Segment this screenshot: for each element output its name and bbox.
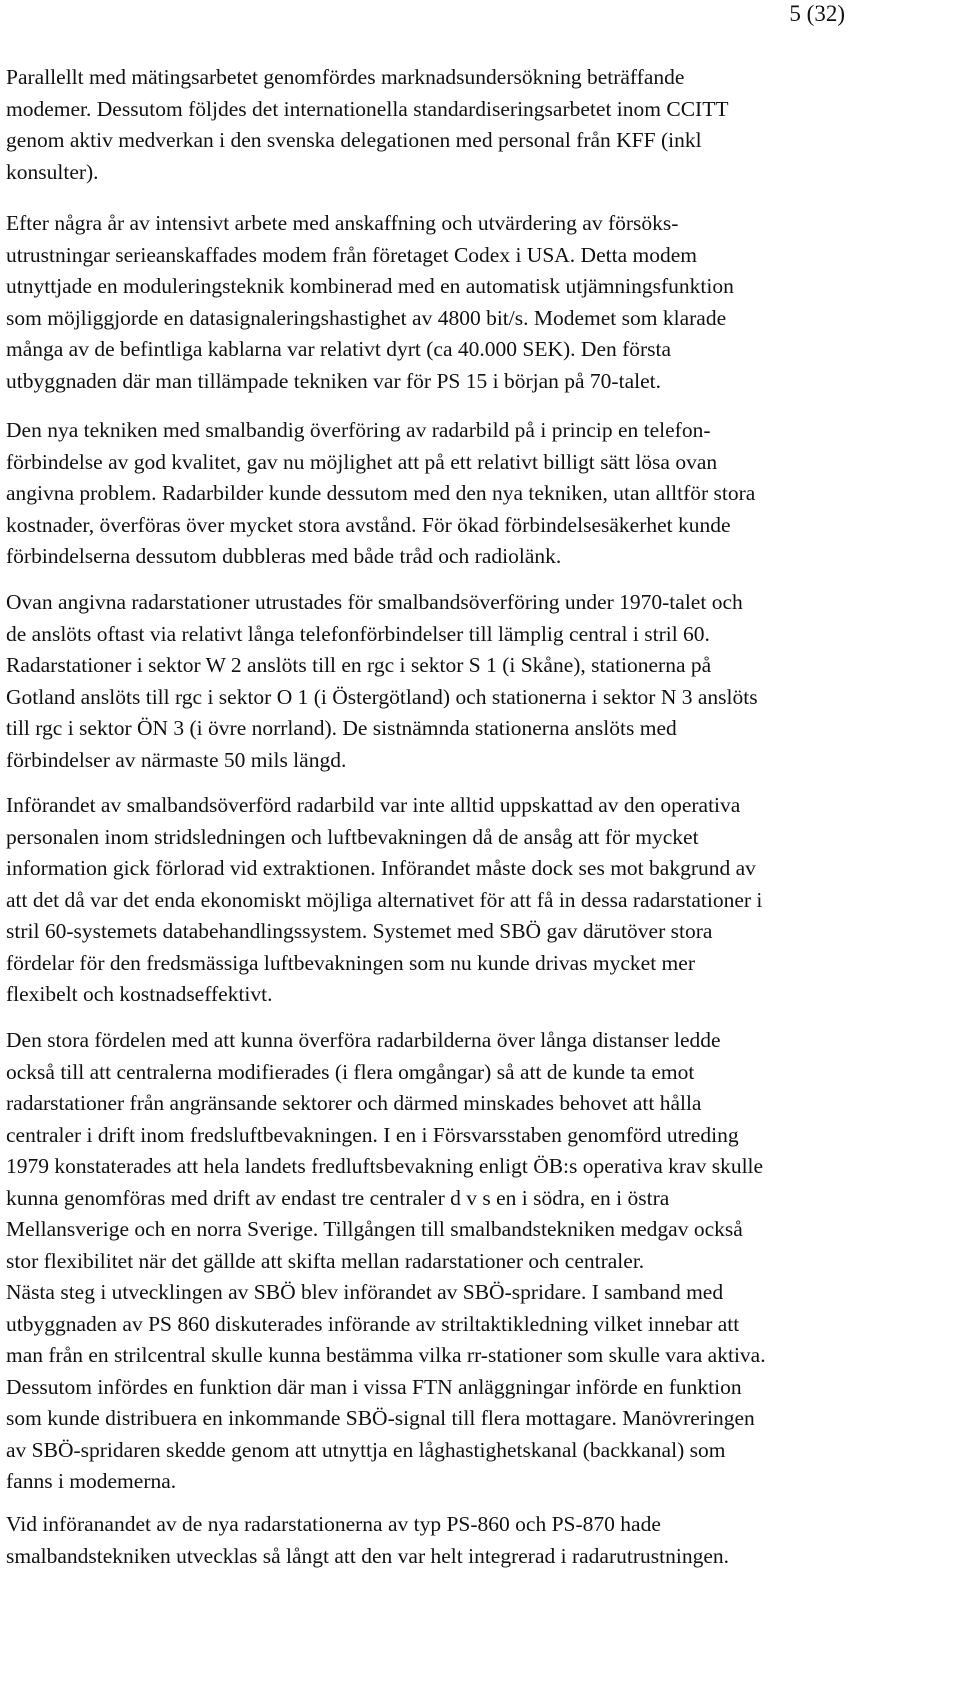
page-number: 5 (32) [789,1,845,26]
text-line: också till att centralerna modifierades (i flera omgångar) så att de kunde ta emot [6,1059,695,1084]
text-line: kunna genomföras med drift av endast tre centraler d v s en i södra, en i östra [6,1185,670,1210]
text-line: Den stora fördelen med att kunna överföra radarbilderna över långa distanser ledde [6,1028,721,1052]
paragraph-codex-modem [6,208,956,397]
text-line: flexibelt och kostnadseffektivt. [6,982,273,1006]
text-line: information gick förlorad vid extraktionen. Införandet måste dock ses mot bakgrund av [6,856,756,880]
text-line: de anslöts oftast via relativt långa telefonförbindelser till lämplig central i stril 60. [6,621,710,646]
text-line: som möjliggjorde en datasignaleringshastighet av 4800 bit/s. Modemet som klarade [6,305,727,330]
text-line: stor flexibilitet när det gällde att skifta mellan radarstationer och centraler. [6,1248,645,1273]
text-line: kostnader, överföras över mycket stora avstånd. För ökad förbindelsesäkerhet kunde [6,512,731,537]
text-line: radarstationer från angränsande sektorer och därmed minskades behovet att hålla [6,1091,702,1115]
text-line: förbindelserna dessutom dubbleras med både tråd och radiolänk. [6,544,562,568]
text-line: Den nya tekniken med smalbandig överföring av radarbild på i princip en telefon- [6,418,711,442]
text-line: angivna problem. Radarbilder kunde dessutom med den nya tekniken, utan alltför stora [6,481,756,505]
text-line: utnyttjade en moduleringsteknik kombinerad med en automatisk utjämningsfunktion [6,274,734,298]
text-line: Dessutom infördes en funktion där man i vissa FTN anläggningar införde en funktion [6,1374,742,1399]
text-line: av SBÖ-spridaren skedde genom att utnyttja en låghastighetskanal (backkanal) som [6,1437,726,1462]
text-line: Mellansverige och en norra Sverige. Tillgången till smalbandstekniken medgav också [6,1217,743,1241]
text-line: Vid införanandet av de nya radarstationerna av typ PS-860 och PS-870 hade [6,1512,661,1536]
text-line: stril 60-systemets databehandlingssystem. Systemet med SBÖ gav därutöver stora [6,919,713,943]
text-line: förbindelse av god kvalitet, gav nu möjlighet att på ett relativt billigt sätt lösa ovan [6,449,718,474]
text-line: fanns i modemerna. [6,1469,177,1493]
paragraph-market-survey [6,62,956,188]
text-line: genom aktiv medverkan i den svenska delegationen med personal från KFF (inkl [6,128,702,152]
text-line: man från en strilcentral skulle kunna bestämma vilka rr-stationer som skulle vara aktiva. [6,1343,766,1367]
text-line: Parallellt med mätingsarbetet genomfördes marknadsundersökning beträffande [6,65,685,89]
text-line: många av de befintliga kablarna var relativt dyrt (ca 40.000 SEK). Den första [6,337,672,361]
text-line: Radarstationer i sektor W 2 anslöts till en rgc i sektor S 1 (i Skåne), stationerna på [6,653,712,677]
paragraph-radar-stations-1970s [6,587,956,776]
text-line: Nästa steg i utvecklingen av SBÖ blev införandet av SBÖ-spridare. I samband med [6,1280,724,1304]
text-line: utbyggnaden där man tillämpade tekniken var för PS 15 i början på 70-talet. [6,368,661,393]
text-line: personalen inom stridsledningen och luftbevakningen då de ansåg att för mycket [6,824,699,849]
text-line: förbindelser av närmaste 50 mils längd. [6,747,347,772]
text-line: konsulter). [6,159,99,184]
text-line: Gotland anslöts till rgc i sektor O 1 (i Östergötland) och stationerna i sektor N 3 anslöts [6,684,758,709]
text-line: till rgc i sektor ÖN 3 (i övre norrland). De sistnämnda stationerna anslöts med [6,716,677,740]
text-line: 1979 konstaterades att hela landets fredluftsbevakning enligt ÖB:s operativa krav skulle [6,1154,764,1178]
text-line: som kunde distribuera en inkommande SBÖ-signal till flera mottagare. Manövreringen [6,1406,755,1430]
text-line: Införandet av smalbandsöverförd radarbild var inte alltid uppskattad av den operativa [6,793,741,817]
text-line: Ovan angivna radarstationer utrustades för smalbandsöverföring under 1970-talet och [6,590,743,614]
paragraph-narrowband-transfer [6,415,956,573]
paragraph-long-distance-benefits [6,1025,956,1277]
paragraph-ps860-integration [6,1509,956,1572]
text-line: utrustningar serieanskaffades modem från företaget Codex i USA. Detta modem [6,242,697,267]
text-line: utbyggnaden av PS 860 diskuterades införande av striltaktikledning vilket innebar att [6,1311,740,1336]
text-line: smalbandstekniken utvecklas så långt att den var helt integrerad i radarutrustningen. [6,1543,730,1568]
text-line: Efter några år av intensivt arbete med anskaffning och utvärdering av försöks- [6,211,679,235]
paragraph-introduction-reception [6,790,956,1011]
paragraph-sbo-spreader [6,1277,956,1498]
text-line: modemer. Dessutom följdes det internationella standardiseringsarbetet inom CCITT [6,96,729,121]
text-line: att det då var det enda ekonomiskt möjliga alternativet för att få in dessa radarstationer i [6,887,763,912]
text-line: centraler i drift inom fredsluftbevakningen. I en i Försvarsstaben genomförd utreding [6,1122,739,1147]
text-line: fördelar för den fredsmässiga luftbevakningen som nu kunde drivas mycket mer [6,950,695,975]
